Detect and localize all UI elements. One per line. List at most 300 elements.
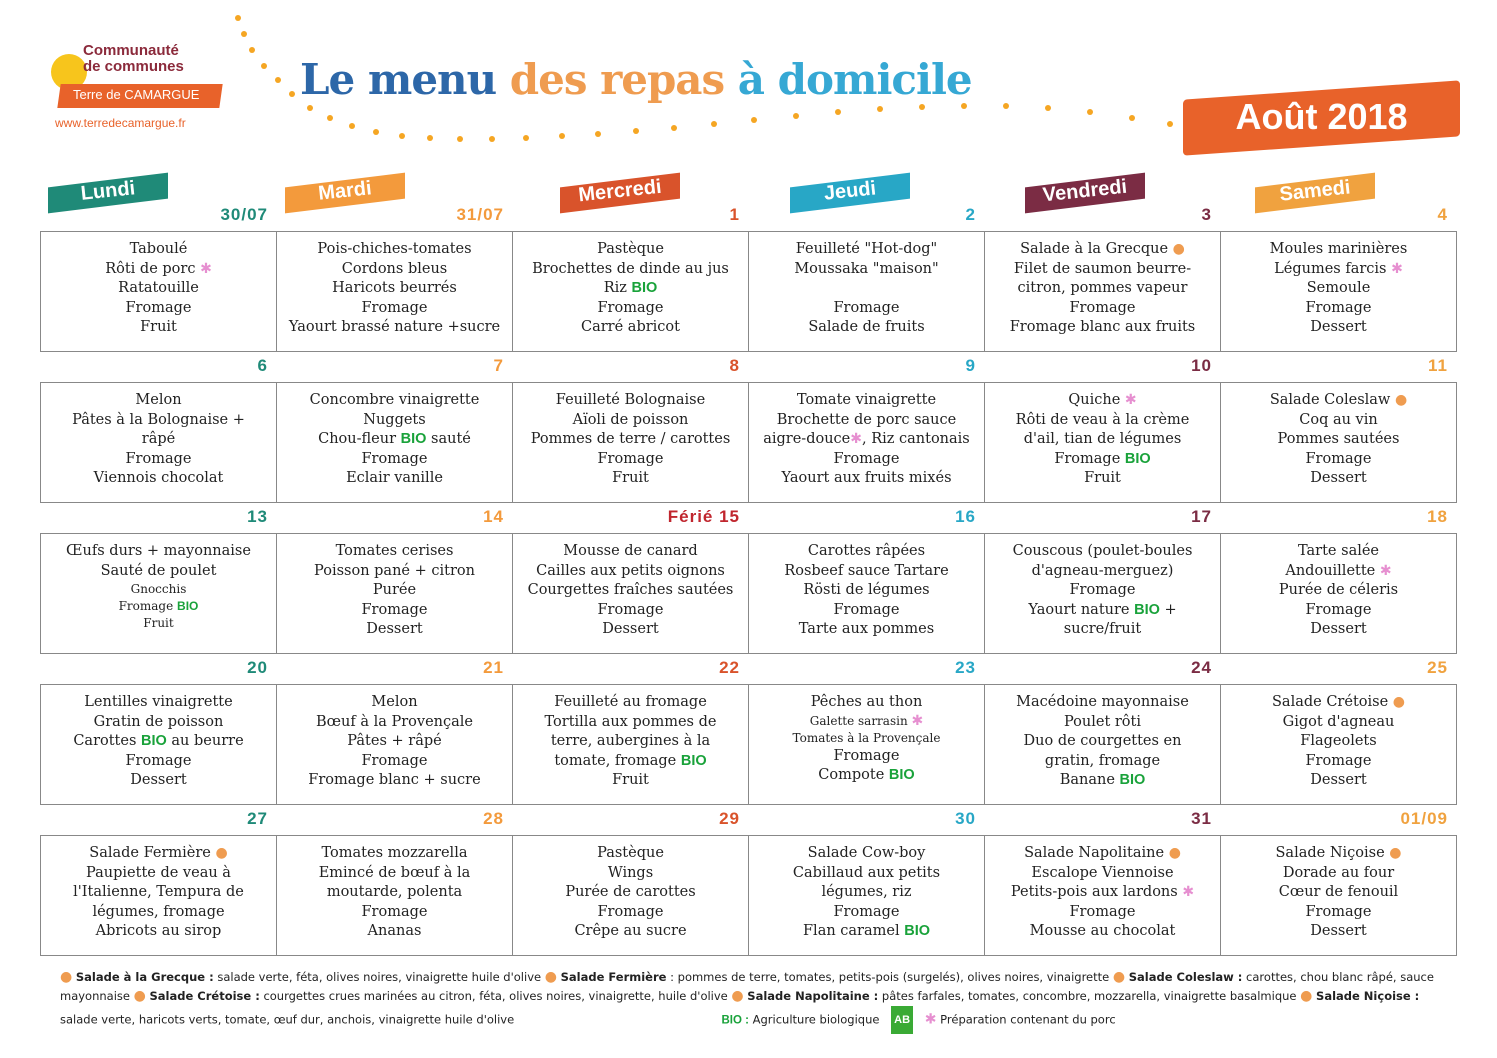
legend-napolitaine-name: Salade Napolitaine : — [747, 989, 879, 1003]
menu-text: Dorade au four — [1282, 864, 1395, 881]
menu-line — [513, 411, 748, 431]
menu-text: Poulet rôti — [1063, 713, 1142, 730]
menu-line — [749, 430, 984, 450]
menu-line — [749, 260, 984, 280]
menu-line — [41, 430, 276, 450]
menu-text: Fromage blanc + sucre — [308, 772, 481, 788]
date-row — [40, 203, 1457, 231]
menu-text: Fruit — [1084, 470, 1121, 486]
menu-text: Mousse de canard — [563, 543, 698, 559]
menu-line — [985, 864, 1220, 884]
menu-line — [985, 562, 1220, 582]
page-title — [300, 55, 972, 104]
legend-nicoise-desc: salade verte, haricots verts, tomate, œuf dur, anchois, vinaigrette huile d'olive — [60, 1012, 515, 1027]
menu-line — [749, 469, 984, 489]
menu-line — [985, 903, 1220, 923]
menu-text: Moules marinières — [1269, 241, 1408, 257]
menu-line — [277, 713, 512, 733]
menu-line — [277, 450, 512, 470]
menu-text: Compote — [818, 767, 889, 783]
menu-line — [985, 922, 1220, 942]
menu-text: Fromage — [361, 903, 428, 920]
menu-text: Œufs durs + mayonnaise — [66, 543, 251, 559]
date-label: 31 — [1191, 809, 1212, 828]
orange-dot-icon: ● — [215, 845, 228, 861]
menu-line — [513, 318, 748, 338]
menu-line — [1221, 581, 1456, 601]
menu-line — [1221, 693, 1456, 713]
menu-text: Yaourt nature — [1028, 601, 1135, 618]
menu-line — [985, 581, 1220, 601]
menu-line — [513, 864, 748, 884]
menu-cell — [41, 534, 277, 653]
menu-cell — [985, 836, 1221, 955]
menu-line — [749, 411, 984, 431]
menu-line — [1221, 318, 1456, 338]
menu-text: Mousse au chocolat — [1029, 923, 1176, 939]
date-label: Férié 15 — [667, 507, 740, 526]
month-label: Août 2018 — [1235, 96, 1408, 137]
menu-cell — [277, 232, 513, 351]
menu-text: Couscous (poulet-boules — [1012, 543, 1193, 559]
date-row — [40, 505, 1457, 533]
menu-text: Andouillette — [1285, 562, 1380, 579]
menu-text: Fromage — [118, 599, 178, 613]
week-row — [40, 656, 1457, 807]
menu-text: Cabillaud aux petits — [792, 864, 941, 881]
menu-text: Purée de céleris — [1278, 582, 1399, 598]
orange-dot-icon: ● — [133, 988, 146, 1004]
menu-text: Rösti de légumes — [803, 582, 930, 598]
date-label: 1 — [729, 205, 740, 224]
menu-line — [277, 411, 512, 431]
menu-line — [1221, 469, 1456, 489]
menu-text: Tomates à la Provençale — [792, 730, 941, 745]
logo-band-text: Terre de CAMARGUE — [73, 87, 200, 102]
menu-line — [749, 844, 984, 864]
menu-text: citron, pommes vapeur — [1017, 280, 1188, 296]
menu-line — [1221, 562, 1456, 582]
menu-cell — [1221, 685, 1456, 804]
menu-line — [749, 693, 984, 713]
menu-line — [277, 903, 512, 923]
menu-cell — [985, 685, 1221, 804]
menu-line — [277, 260, 512, 280]
menu-cell — [985, 232, 1221, 351]
menu-text: Salade Napolitaine — [1024, 845, 1169, 861]
menu-text: Purée de carottes — [565, 884, 696, 900]
date-label: 11 — [1428, 356, 1448, 375]
menu-cell — [749, 836, 985, 955]
menu-text: Moussaka "maison" — [794, 260, 939, 277]
menu-cell — [41, 836, 277, 955]
menu-text: Coq au vin — [1299, 411, 1378, 428]
bio-label: BIO — [1134, 601, 1160, 618]
legend-cretoise-desc: courgettes crues marinées au citron, féta, olives noires, vinaigrette, huile d'olive — [259, 989, 728, 1003]
menu-text: Tomate vinaigrette — [796, 392, 937, 408]
date-label: 21 — [483, 658, 504, 677]
menu-text: Fromage — [597, 450, 664, 467]
menu-line — [1221, 430, 1456, 450]
menu-text: moutarde, polenta — [326, 884, 463, 900]
orange-dot-icon: ● — [1112, 969, 1126, 985]
menu-line — [985, 883, 1220, 903]
date-label: 10 — [1191, 356, 1212, 375]
menu-line — [1221, 752, 1456, 772]
menu-line — [277, 299, 512, 319]
menu-line — [277, 883, 512, 903]
menu-text: Fromage — [1069, 903, 1136, 920]
logo-line1: Communauté — [83, 42, 179, 59]
bio-label: BIO — [1124, 450, 1151, 467]
menu-text: Brochette de porc sauce — [776, 411, 957, 428]
date-label: 30 — [955, 809, 976, 828]
menu-line — [41, 771, 276, 791]
menu-line — [985, 318, 1220, 338]
menu-text: Fromage — [597, 601, 664, 618]
date-label: 20 — [247, 658, 268, 677]
menu-line — [1221, 260, 1456, 280]
menu-line — [513, 391, 748, 411]
menu-text: terre, aubergines à la — [550, 733, 711, 749]
bio-label: BIO — [400, 431, 427, 447]
menu-text: Crêpe au sucre — [574, 923, 687, 939]
menu-text: Filet de saumon beurre- — [1013, 260, 1192, 277]
menu-text: Galette sarrasin — [809, 713, 912, 728]
menu-text: Fromage — [125, 752, 192, 769]
menu-line — [277, 620, 512, 640]
menu-line — [277, 562, 512, 582]
menu-text: Salade Fermière — [89, 845, 216, 861]
menu-text: Fromage — [361, 450, 428, 467]
menu-line — [749, 747, 984, 767]
menu-cells — [40, 835, 1457, 956]
menu-text: Fromage — [833, 903, 900, 920]
month-banner — [1183, 90, 1460, 146]
date-label: 13 — [247, 507, 268, 526]
menu-text: légumes, fromage — [92, 903, 225, 920]
date-label: 6 — [257, 356, 268, 375]
orange-dot-icon: ● — [1168, 845, 1181, 861]
legend — [60, 968, 1460, 1034]
menu-line — [41, 732, 276, 752]
menu-text: Riz — [603, 280, 632, 296]
date-label: 3 — [1201, 205, 1212, 224]
menu-text: Gigot d'agneau — [1282, 713, 1395, 730]
menu-text: Purée — [372, 582, 417, 598]
menu-text: Fromage — [1305, 299, 1372, 316]
menu-line — [985, 430, 1220, 450]
menu-text: Fromage — [125, 450, 192, 467]
menu-line — [513, 581, 748, 601]
menu-line — [277, 601, 512, 621]
menu-text: gratin, fromage — [1044, 752, 1161, 769]
menu-line — [277, 864, 512, 884]
menu-text: Pommes de terre / carottes — [530, 431, 731, 447]
menu-text: Pâtes + râpé — [347, 733, 442, 749]
date-label: 22 — [719, 658, 740, 677]
menu-line — [513, 732, 748, 752]
menu-line — [1221, 240, 1456, 260]
menu-line — [749, 450, 984, 470]
menu-cell — [277, 383, 513, 502]
menu-line — [41, 542, 276, 562]
menu-text: Wings — [607, 864, 654, 881]
menu-text: Fromage — [1305, 450, 1372, 467]
menu-text: Fromage — [1069, 582, 1136, 598]
date-label: 25 — [1427, 658, 1448, 677]
menu-cell — [749, 383, 985, 502]
menu-text: Aïoli de poisson — [572, 411, 689, 428]
menu-line — [41, 391, 276, 411]
pork-star-icon: ✱ — [924, 1011, 937, 1028]
menu-text: sucre/fruit — [1063, 621, 1142, 637]
menu-line — [277, 318, 512, 338]
menu-text: Fromage — [833, 747, 900, 764]
legend-coleslaw-desc: carottes, chou blanc râpé, sauce mayonnaise — [60, 970, 1434, 1003]
menu-text: Fruit — [140, 319, 177, 335]
menu-line — [41, 693, 276, 713]
menu-line — [985, 260, 1220, 280]
date-label: 16 — [955, 507, 976, 526]
menu-line — [1221, 732, 1456, 752]
menu-line — [277, 693, 512, 713]
pork-star-icon: ✱ — [850, 431, 862, 447]
menu-line — [513, 883, 748, 903]
legend-fermiere-desc: : pommes de terre, tomates, petits-pois (surgelés), olives noires, vinaigrette — [666, 970, 1110, 984]
menu-text: Dessert — [1310, 319, 1367, 335]
menu-text: Carottes râpées — [807, 543, 926, 559]
menu-line — [277, 752, 512, 772]
menu-line — [1221, 279, 1456, 299]
legend-pork-desc: Préparation contenant du porc — [940, 1012, 1116, 1027]
menu-text: Salade Coleslaw — [1269, 392, 1395, 408]
menu-cell — [277, 534, 513, 653]
date-label: 17 — [1191, 507, 1212, 526]
menu-line — [1221, 542, 1456, 562]
date-label: 24 — [1191, 658, 1212, 677]
menu-line — [749, 562, 984, 582]
menu-line — [277, 732, 512, 752]
date-label: 28 — [483, 809, 504, 828]
menu-line — [985, 844, 1220, 864]
date-label: 9 — [965, 356, 976, 375]
menu-text: Tarte aux pommes — [798, 621, 935, 637]
menu-line — [277, 922, 512, 942]
menu-line — [277, 469, 512, 489]
menu-text: Emincé de bœuf à la — [318, 864, 471, 881]
menu-line — [513, 279, 748, 299]
menu-text: Rosbeef sauce Tartare — [784, 562, 949, 579]
menu-text: Petits-pois aux lardons — [1010, 884, 1183, 900]
menu-line — [749, 903, 984, 923]
date-label: 01/09 — [1400, 809, 1448, 828]
menu-cells — [40, 684, 1457, 805]
menu-text: Banane — [1059, 772, 1120, 788]
legend-bio-desc: Agriculture biologique — [748, 1012, 880, 1027]
menu-text: Légumes farcis — [1274, 260, 1392, 277]
date-label: 27 — [247, 809, 268, 828]
menu-text: Taboulé — [129, 241, 188, 257]
menu-text: Fromage — [1305, 601, 1372, 618]
menu-text: Melon — [135, 392, 182, 408]
date-label: 2 — [965, 205, 976, 224]
menu-text: Dessert — [602, 621, 659, 637]
menu-text: Paupiette de veau à — [86, 864, 231, 881]
menu-text: Duo de courgettes en — [1023, 733, 1182, 749]
menu-line — [985, 752, 1220, 772]
menu-line — [41, 469, 276, 489]
menu-text: Ratatouille — [118, 280, 199, 296]
day-header-label: Mardi — [317, 177, 373, 205]
menu-text: Poisson pané + citron — [314, 562, 475, 579]
menu-text: Pâtes à la Bolognaise + — [72, 411, 245, 428]
menu-line — [749, 922, 984, 942]
menu-line — [41, 318, 276, 338]
menu-text: Fromage — [361, 752, 428, 769]
date-label: 23 — [955, 658, 976, 677]
menu-line — [985, 450, 1220, 470]
menu-line — [1221, 411, 1456, 431]
menu-text: Tomates mozzarella — [321, 845, 468, 861]
menu-line — [41, 411, 276, 431]
logo-line2: de communes — [83, 58, 184, 75]
date-label: 7 — [493, 356, 504, 375]
menu-line — [41, 713, 276, 733]
menu-text: Fromage — [125, 299, 192, 316]
menu-cell — [749, 232, 985, 351]
menu-line — [513, 620, 748, 640]
menu-cells — [40, 231, 1457, 352]
pork-star-icon: ✱ — [911, 712, 924, 729]
menu-cell — [749, 685, 985, 804]
menu-line — [749, 883, 984, 903]
pork-star-icon: ✱ — [1391, 260, 1403, 277]
legend-grecque-desc: salade verte, féta, olives noires, vinaigrette huile d'olive — [213, 970, 542, 984]
menu-text: Pastèque — [597, 845, 664, 861]
menu-text: aigre-douce — [763, 431, 851, 447]
menu-line — [41, 279, 276, 299]
menu-line — [513, 752, 748, 772]
menu-text: Ananas — [367, 923, 422, 939]
legend-grecque-name: Salade à la Grecque : — [75, 970, 214, 984]
menu-line — [513, 693, 748, 713]
bio-label: BIO — [888, 767, 915, 783]
menu-text: Pois-chiches-tomates — [317, 241, 472, 257]
menu-line — [41, 615, 276, 632]
menu-line — [985, 391, 1220, 411]
menu-line — [1221, 922, 1456, 942]
menu-text: Dessert — [1310, 772, 1367, 788]
menu-line — [513, 713, 748, 733]
date-label: 14 — [483, 507, 504, 526]
legend-fermiere-name: Salade Fermière — [560, 970, 667, 984]
menu-line — [985, 713, 1220, 733]
menu-line — [749, 620, 984, 640]
menu-text: Viennois chocolat — [93, 470, 224, 486]
pork-star-icon: ✱ — [1124, 392, 1137, 408]
date-label: 31/07 — [456, 205, 504, 224]
menu-cell — [513, 232, 749, 351]
menu-line — [513, 601, 748, 621]
menu-line — [41, 299, 276, 319]
menu-text: Tomates cerises — [335, 543, 454, 559]
menu-text: Flageolets — [1300, 733, 1377, 749]
community-logo[interactable] — [45, 40, 235, 140]
menu-cell — [513, 836, 749, 955]
menu-line — [1221, 771, 1456, 791]
menu-text: Macédoine mayonnaise — [1016, 694, 1189, 710]
menu-line — [513, 844, 748, 864]
menu-line — [985, 693, 1220, 713]
menu-cell — [41, 383, 277, 502]
menu-line — [277, 771, 512, 791]
menu-cell — [985, 534, 1221, 653]
day-header-label: Mercredi — [577, 175, 663, 207]
menu-text: Flan caramel — [803, 923, 905, 939]
menu-line — [749, 601, 984, 621]
menu-text: râpé — [141, 431, 176, 447]
menu-cell — [513, 534, 749, 653]
menu-line — [513, 450, 748, 470]
orange-dot-icon: ● — [1300, 988, 1313, 1004]
menu-line — [1221, 713, 1456, 733]
menu-line — [1221, 844, 1456, 864]
week-row — [40, 807, 1457, 958]
menu-text: Courgettes fraîches sautées — [527, 582, 734, 598]
menu-text: légumes, riz — [821, 884, 912, 900]
menu-line — [985, 411, 1220, 431]
logo-url[interactable]: www.terredecamargue.fr — [55, 116, 186, 130]
menu-text: Gratin de poisson — [93, 713, 224, 730]
menu-line — [277, 430, 512, 450]
menu-line — [513, 771, 748, 791]
bio-label: BIO — [631, 280, 658, 296]
menu-text: Abricots au sirop — [95, 923, 222, 939]
menu-text: Carré abricot — [581, 319, 680, 335]
menu-text: Dessert — [1310, 621, 1367, 637]
date-label: 8 — [729, 356, 740, 375]
menu-text: Lentilles vinaigrette — [84, 694, 233, 710]
menu-text: Tortilla aux pommes de — [544, 713, 717, 730]
menu-text: Feuilleté Bolognaise — [555, 392, 706, 408]
menu-cell — [1221, 232, 1456, 351]
menu-text: au beurre — [166, 733, 244, 749]
menu-line — [749, 318, 984, 338]
orange-dot-icon: ● — [60, 969, 73, 985]
menu-line — [1221, 299, 1456, 319]
menu-text: Dessert — [1310, 923, 1367, 939]
menu-cell — [41, 685, 277, 804]
menu-line — [513, 922, 748, 942]
menu-line — [749, 766, 984, 786]
menu-line — [1221, 620, 1456, 640]
menu-cell — [513, 383, 749, 502]
bio-label: BIO — [177, 599, 199, 613]
menu-line — [513, 260, 748, 280]
menu-cell — [1221, 836, 1456, 955]
bio-label: BIO — [1119, 772, 1146, 788]
menu-line — [41, 752, 276, 772]
menu-line — [513, 542, 748, 562]
menu-line — [985, 601, 1220, 621]
menu-text: Pêches au thon — [810, 694, 923, 710]
menu-text: Melon — [371, 694, 418, 710]
pork-star-icon: ✱ — [200, 260, 212, 277]
menu-line — [41, 864, 276, 884]
menu-line — [41, 450, 276, 470]
menu-line — [41, 883, 276, 903]
